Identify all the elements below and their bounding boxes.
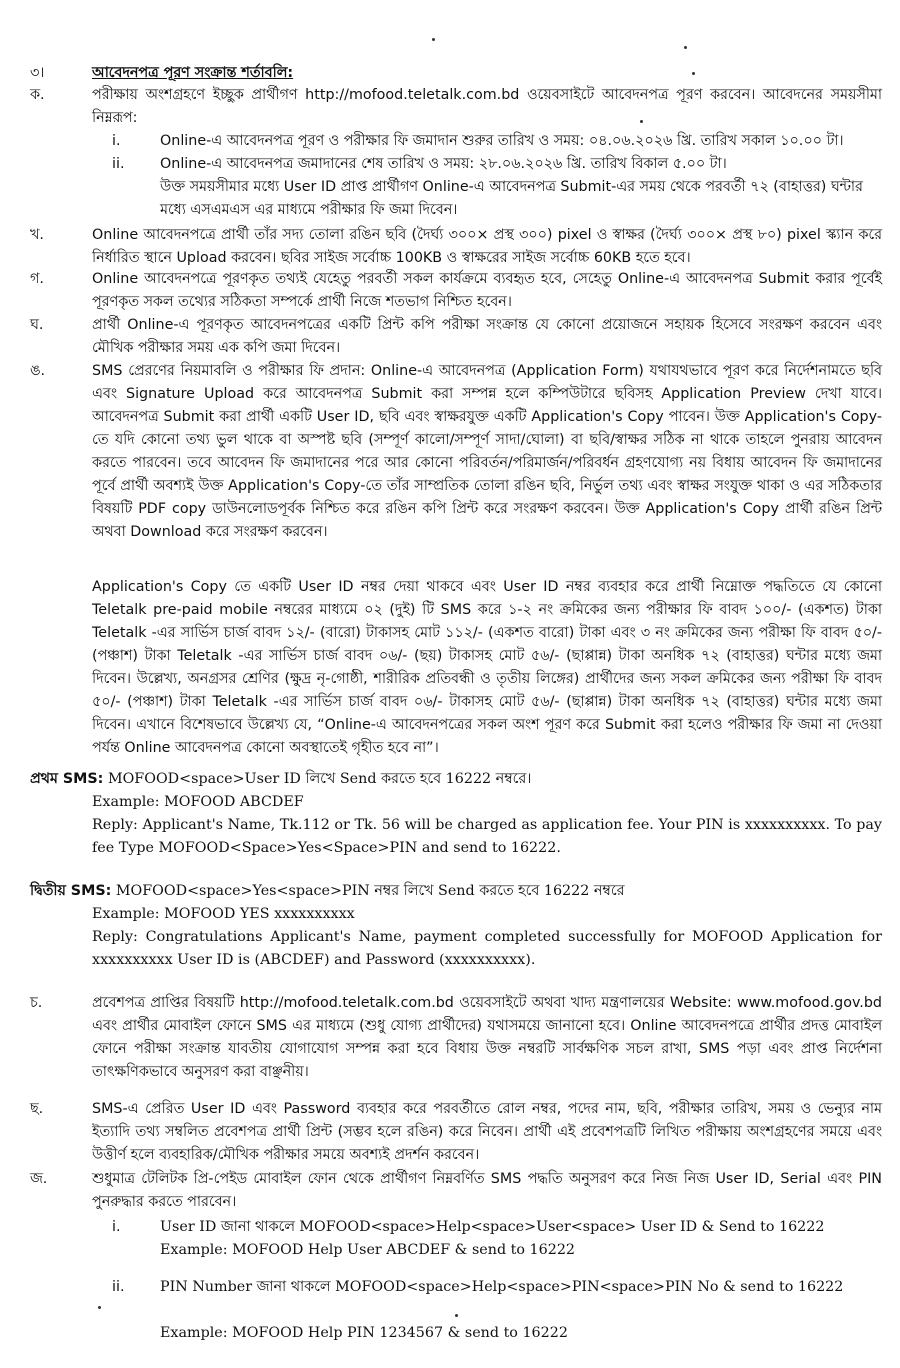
- scan-speck: [98, 1306, 101, 1309]
- scan-speck: [455, 1314, 458, 1317]
- sms2-example: Example: MOFOOD YES xxxxxxxxxx: [92, 906, 355, 922]
- item-ja-sub-i-example: Example: MOFOOD Help User ABCDEF & send to 16222: [160, 1242, 576, 1258]
- sms2-text: MOFOOD<space>Yes<space>PIN নম্বর লিখে Send করতে হবে 16222 নম্বরে: [115, 883, 625, 899]
- item-cha-marker: চ.: [30, 995, 43, 1011]
- item-ka-marker: ক.: [30, 87, 45, 103]
- item-ga-text: Online আবেদনপত্রে পূরণকৃত তথ্যই যেহেতু পরবর্তী সকল কার্যক্রমে ব্যবহৃত হবে, সেহেতু Online-এ আবেদনপত্র Submit করার পূর্বেই পূরণকৃত সকল তথ্যের সঠিকতা সম্পর্কে প্রার্থী নিজে শতভাগ নিশ্চিত হবেন।: [92, 271, 882, 310]
- sms2-block: [30, 880, 882, 972]
- sms1-example: Example: MOFOOD ABCDEF: [92, 794, 304, 810]
- item-ka-sub-ii-text: Online-এ আবেদনপত্র জমাদানের শেষ তারিখ ও সময়: ২৮.০৬.২০২৬ খ্রি. তারিখ বিকাল ৫.০০ টা।: [160, 156, 727, 172]
- item-uma-fee-text: Application's Copy তে একটি User ID নম্বর দেয়া থাকবে এবং User ID নম্বর ব্যবহার করে প্রার্থী নিম্নোক্ত পদ্ধতিতে যে কোনো Teletalk pre-paid mobile নম্বরের মাধ্যমে ০২ (দুই) টি SMS করে ১-২ নং ক্রমিকের জন্য পরীক্ষার ফি বাবদ ১০০/- (একশত) টাকা Teletalk -এর সার্ভিস চার্জ বাবদ ১২/- (বারো) টাকাসহ মোট ১১২/- (একশত বারো) টাকা এবং ৩ নং ক্রমিকের জন্য পরীক্ষা ফি বাবদ ৫০/- (পঞ্চাশ) টাকা Teletalk -এর সার্ভিস চার্জ বাবদ ০৬/- (ছয়) টাকাসহ মোট ৫৬/- (ছাপ্পান্ন) টাকা অনধিক ৭২ (বাহাত্তর) ঘন্টার মধ্যে জমা দিবেন। উল্লেখ্য, অনগ্রসর শ্রেণির (ক্ষুদ্র নৃ-গোষ্ঠী, শারীরিক প্রতিবন্ধী ও তৃতীয় লিঙ্গের) প্রার্থীদের জন্য সকল ক্রমিকের জন্য পরীক্ষা ফি বাবদ ৫০/- (পঞ্চাশ) টাকা Teletalk -এর সার্ভিস চার্জ বাবদ ০৬/- টাকাসহ মোট ৫৬/- (ছাপ্পান্ন) টাকা অনধিক ৭২ (বাহাত্তর) ঘন্টার মধ্যে জমা দিবেন। এখানে বিশেষভাবে উল্লেখ্য যে, “Online-এ আবেদনপত্রের সকল অংশ পূরণ করে Submit করা হলেও পরীক্ষার ফি জমা না দেওয়া পর্যন্ত Online আবেদনপত্র কোনো অবস্থাতেই গৃহীত হবে না”।: [92, 579, 882, 756]
- item-ja-marker: জ.: [30, 1171, 48, 1187]
- item-ka-text: পরীক্ষায় অংশগ্রহণে ইচ্ছুক প্রার্থীগণ http://mofood.teletalk.com.bd ওয়েবসাইটে আবেদনপত্র পূরণ করবেন। আবেদনের সময়সীমা নিম্নরূপ:: [92, 87, 882, 126]
- item-ka-note: উক্ত সময়সীমার মধ্যে User ID প্রাপ্ত প্রার্থীগণ Online-এ আবেদনপত্র Submit-এর সময় থেকে পরবর্তী ৭২ (বাহাত্তর) ঘন্টার মধ্যে এসএমএস এর মাধ্যমে পরীক্ষার ফি জমা দিবেন।: [160, 179, 863, 218]
- scan-speck: [684, 46, 687, 49]
- item-ja-sub-ii-marker: ii.: [112, 1279, 125, 1295]
- section-title: আবেদনপত্র পূরণ সংক্রান্ত শর্তাবলি:: [92, 65, 294, 81]
- item-ja-sub-i-text: User ID জানা থাকলে MOFOOD<space>Help<space>User<space> User ID & Send to 16222: [160, 1219, 825, 1235]
- item-ja-sub-ii-text: PIN Number জানা থাকলে MOFOOD<space>Help<space>PIN<space>PIN No & send to 16222: [160, 1279, 844, 1295]
- item-ka-sub-ii-marker: ii.: [112, 156, 125, 172]
- item-chha-text: SMS-এ প্রেরিত User ID এবং Password ব্যবহার করে পরবর্তীতে রোল নম্বর, পদের নাম, ছবি, পরীক্ষার তারিখ, সময় ও ভেন্যুর নাম ইত্যাদি তথ্য সম্বলিত প্রবেশপত্র প্রার্থী প্রিন্ট (সম্ভব হলে রঙিন) করে নিবেন। প্রার্থী এই প্রবেশপত্রটি লিখিত পরীক্ষায় অংশগ্রহণের সময়ে এবং উত্তীর্ণ হলে ব্যবহারিক/মৌখিক পরীক্ষার সময়ে অবশ্যই প্রদর্শন করবেন।: [92, 1101, 882, 1163]
- sms2-label: দ্বিতীয় SMS:: [30, 883, 112, 899]
- sms1-reply: Reply: Applicant's Name, Tk.112 or Tk. 56 will be charged as application fee. Your PIN is xxxxxxxxxx. To pay fee Type MOFOOD<Space>Yes<Space>PIN and send to 16222.: [92, 817, 882, 856]
- item-ka-sub-i-marker: i.: [112, 133, 121, 149]
- item-ja-sub-i-marker: i.: [112, 1219, 121, 1235]
- item-kha-marker: খ.: [30, 227, 44, 243]
- sms1-label: প্রথম SMS:: [30, 771, 104, 787]
- sms1-text: MOFOOD<space>User ID লিখে Send করতে হবে 16222 নম্বরে।: [107, 771, 532, 787]
- item-chha-marker: ছ.: [30, 1101, 44, 1117]
- item-uma-text: SMS প্রেরণের নিয়মাবলি ও পরীক্ষার ফি প্রদান: Online-এ আবেদনপত্র (Application Form) যথাযথভাবে পূরণ করে নির্দেশনামতে ছবি এবং Signature Upload করে আবেদনপত্র Submit করা সম্পন্ন হলে কম্পিউটারে ছবিসহ Application Preview দেখা যাবে। আবেদনপত্র Submit করা প্রার্থী একটি User ID, ছবি এবং স্বাক্ষরযুক্ত একটি Application's Copy পাবেন। উক্ত Application's Copy-তে যদি কোনো তথ্য ভুল থাকে বা অস্পষ্ট ছবি (সম্পূর্ণ কালো/সম্পূর্ণ সাদা/ঘোলা) বা ছবি/স্বাক্ষর সঠিক না থাকে তাহলে পুনরায় আবেদন করতে পারবেন। তবে আবেদন ফি জমাদানের পরে আর কোনো পরিবর্তন/পরিমার্জন/পরিবর্ধন গ্রহণযোগ্য নয় বিধায় আবেদন ফি জমাদানের পূর্বে প্রার্থী অবশ্যই উক্ত Application's Copy-তে তাঁর সাম্প্রতিক তোলা রঙিন ছবি, নির্ভুল তথ্য এবং স্বাক্ষর সংযুক্ত থাকা ও এর সঠিকতার বিষয়টি PDF copy ডাউনলোডপূর্বক নিশ্চিত করে রঙিন কপি প্রিন্ট করে সংরক্ষণ করবেন। উক্ত Application's Copy প্রার্থী রঙিন প্রিন্ট অথবা Download করে সংরক্ষণ করবেন।: [92, 363, 882, 540]
- item-gha-marker: ঘ.: [30, 317, 44, 333]
- item-ga-marker: গ.: [30, 271, 44, 287]
- section-number: ৩।: [30, 65, 45, 81]
- item-gha-text: প্রার্থী Online-এ পূরণকৃত আবেদনপত্রের একটি প্রিন্ট কপি পরীক্ষা সংক্রান্ত যে কোনো প্রয়োজনে সহায়ক হিসেবে সংরক্ষণ করবেন এবং মৌখিক পরীক্ষার সময় এক কপি জমা দিবেন।: [92, 317, 882, 356]
- item-ja-text: শুধুমাত্র টেলিটক প্রি-পেইড মোবাইল ফোন থেকে প্রার্থীগণ নিম্নবর্ণিত SMS পদ্ধতি অনুসরণ করে নিজ নিজ User ID, Serial এবং PIN পুনরুদ্ধার করতে পারবেন।: [92, 1171, 882, 1210]
- item-ja-sub-ii-example: Example: MOFOOD Help PIN 1234567 & send to 16222: [160, 1325, 568, 1341]
- sms1-block: [30, 768, 882, 860]
- item-ka-sub-i-text: Online-এ আবেদনপত্র পূরণ ও পরীক্ষার ফি জমাদান শুরুর তারিখ ও সময়: ০৪.০৬.২০২৬ খ্রি. তারিখ সকাল ১০.০০ টা।: [160, 133, 844, 149]
- sms2-reply: Reply: Congratulations Applicant's Name, payment completed successfully for MOFOOD Application for xxxxxxxxxx User ID is (ABCDEF) and Password (xxxxxxxxxx).: [92, 929, 882, 968]
- scan-speck: [432, 38, 435, 41]
- item-uma-marker: ঙ.: [30, 363, 46, 379]
- item-cha-text: প্রবেশপত্র প্রাপ্তির বিষয়টি http://mofood.teletalk.com.bd ওয়েবসাইটে অথবা খাদ্য মন্ত্রণালয়ের Website: www.mofood.gov.bd এবং প্রার্থীর মোবাইল ফোনে SMS এর মাধ্যমে (শুধু যোগ্য প্রার্থীদের) যথাসময়ে জানানো হবে। Online আবেদনপত্রে প্রার্থীর প্রদত্ত মোবাইল ফোনে পরীক্ষা সংক্রান্ত যাবতীয় যোগাযোগ সম্পন্ন করা হবে বিধায় উক্ত নম্বরটি সার্বক্ষণিক সচল রাখা, SMS পড়া এবং প্রাপ্ত নির্দেশনা তাৎক্ষণিকভাবে অনুসরণ করা বাঞ্ছনীয়।: [92, 995, 882, 1080]
- item-kha-text: Online আবেদনপত্রে প্রার্থী তাঁর সদ্য তোলা রঙিন ছবি (দৈর্ঘ্য ৩০০× প্রস্থ ৩০০) pixel ও স্বাক্ষর (দৈর্ঘ্য ৩০০× প্রস্থ ৮০) pixel স্ক্যান করে নির্ধারিত স্থানে Upload করবেন। ছবির সাইজ সর্বোচ্চ 100KB ও স্বাক্ষরের সাইজ সর্বোচ্চ 60KB হতে হবে।: [92, 227, 882, 266]
